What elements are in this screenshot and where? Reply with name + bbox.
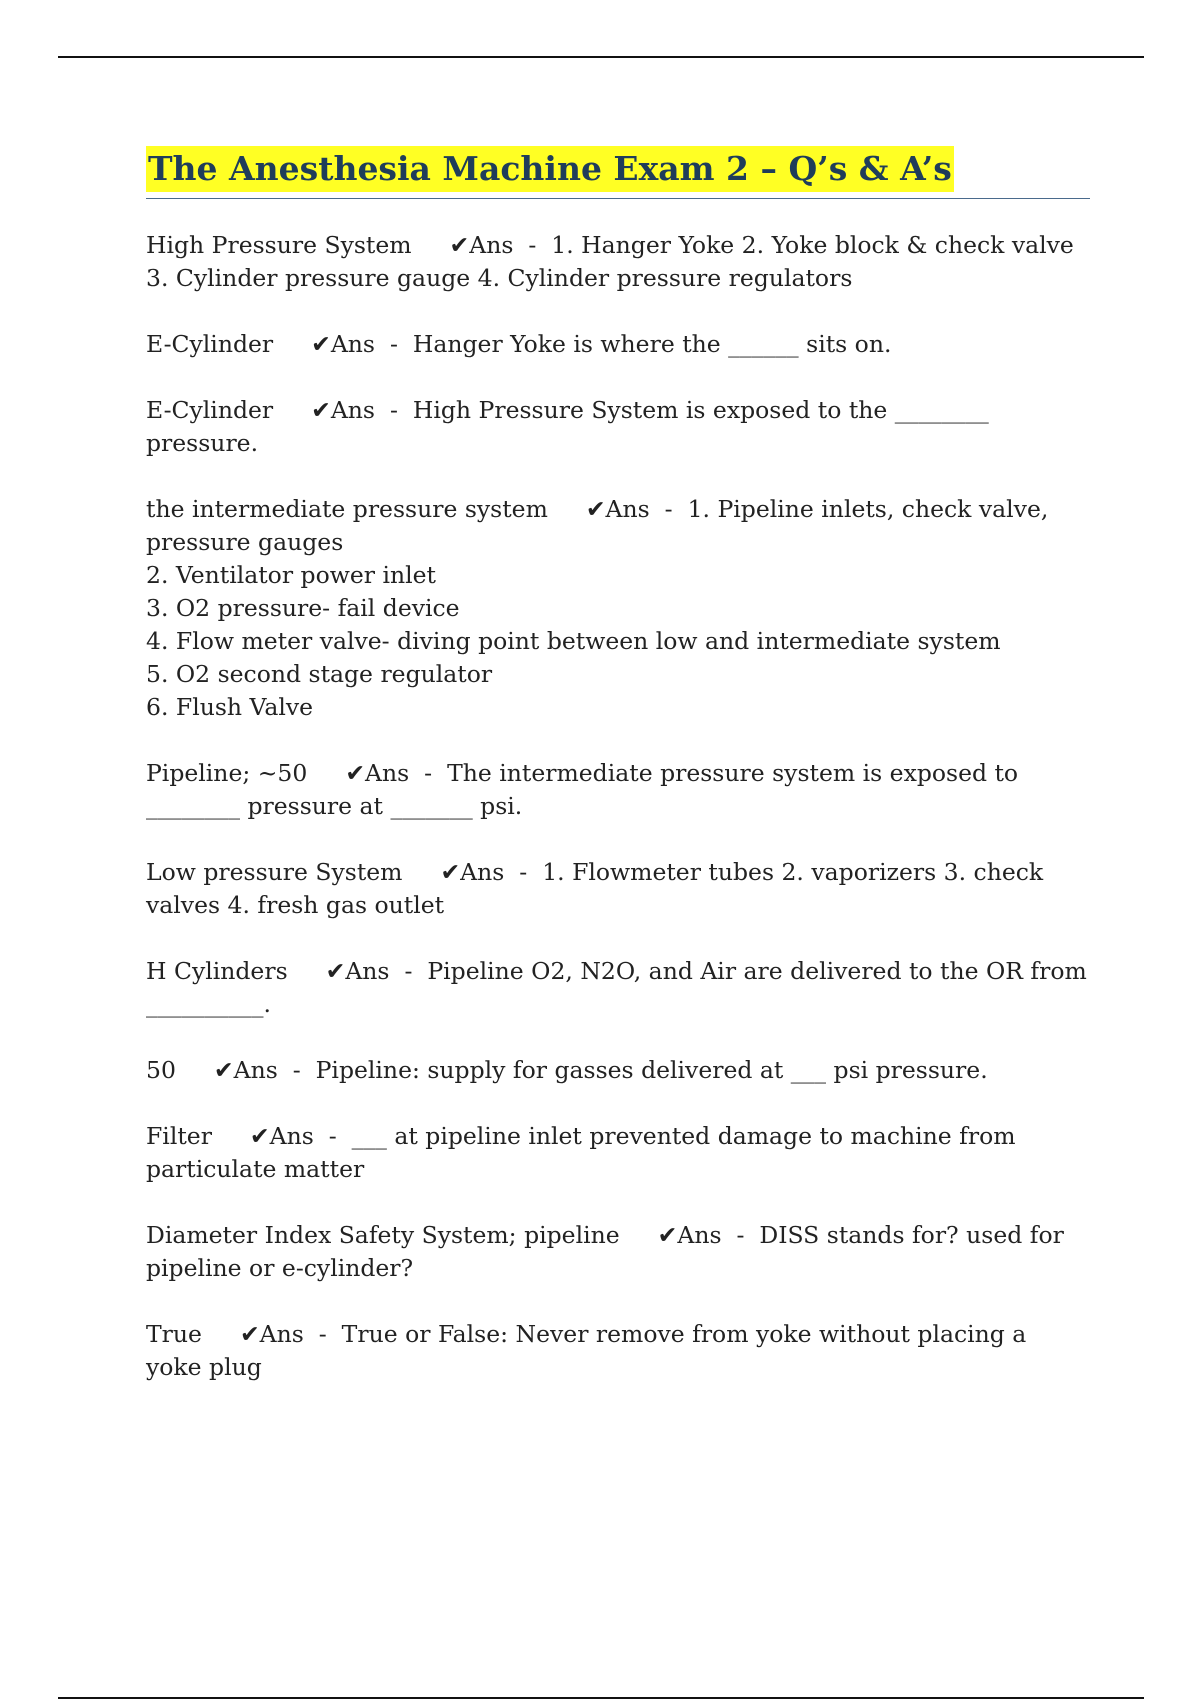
answer-separator: - [389, 396, 398, 424]
qa-item [146, 229, 1090, 295]
qa-definition: The intermediate pressure system is exposed to ________ pressure at _______ psi. [146, 759, 1019, 820]
qa-item [146, 757, 1090, 823]
qa-term: the intermediate pressure system [146, 495, 548, 523]
footer-rule [58, 1697, 1144, 1699]
qa-item [146, 493, 1090, 724]
answer-marker: ✔Ans [249, 1122, 314, 1150]
qa-item [146, 394, 1090, 460]
qa-term: E-Cylinder [146, 330, 274, 358]
answer-marker: ✔Ans [311, 396, 375, 424]
qa-definition: Pipeline: supply for gasses delivered at ___ psi pressure. [315, 1056, 988, 1084]
title-block [146, 146, 1090, 199]
answer-separator: - [318, 1320, 327, 1348]
answer-marker: ✔Ans [345, 759, 410, 787]
qa-term: E-Cylinder [146, 396, 274, 424]
qa-term: True [146, 1320, 202, 1348]
qa-item [146, 328, 1090, 361]
qa-item [146, 1120, 1090, 1186]
qa-definition: DISS stands for? used for pipeline or e-cylinder? [146, 1221, 1064, 1282]
qa-definition: True or False: Never remove from yoke without placing a yoke plug [146, 1320, 1027, 1381]
answer-separator: - [736, 1221, 745, 1249]
answer-separator: - [292, 1056, 301, 1084]
document-page [146, 146, 1090, 1417]
qa-definition: 1. Hanger Yoke 2. Yoke block & check valve 3. Cylinder pressure gauge 4. Cylinder pressure regulators [146, 231, 1074, 292]
qa-item [146, 1318, 1090, 1384]
answer-marker: ✔Ans [657, 1221, 722, 1249]
qa-list [146, 229, 1090, 1384]
answer-marker: ✔Ans [449, 231, 514, 259]
answer-marker: ✔Ans [311, 330, 375, 358]
qa-definition: Hanger Yoke is where the ______ sits on. [412, 330, 892, 358]
answer-separator: - [404, 957, 413, 985]
answer-marker: ✔Ans [440, 858, 505, 886]
answer-separator: - [328, 1122, 337, 1150]
document-title: The Anesthesia Machine Exam 2 – Q’s & A’s [146, 146, 954, 192]
qa-item [146, 856, 1090, 922]
qa-term: Pipeline; ~50 [146, 759, 308, 787]
answer-marker: ✔Ans [213, 1056, 278, 1084]
qa-definition: 1. Flowmeter tubes 2. vaporizers 3. check valves 4. fresh gas outlet [146, 858, 1044, 919]
qa-term: Filter [146, 1122, 212, 1150]
qa-term: High Pressure System [146, 231, 412, 259]
qa-item [146, 1219, 1090, 1285]
qa-item [146, 955, 1090, 1021]
qa-term: H Cylinders [146, 957, 288, 985]
answer-separator: - [389, 330, 398, 358]
qa-definition: High Pressure System is exposed to the ________ pressure. [146, 396, 989, 457]
qa-item [146, 1054, 1090, 1087]
header-rule [58, 56, 1144, 58]
qa-term: 50 [146, 1056, 176, 1084]
answer-separator: - [519, 858, 528, 886]
answer-marker: ✔Ans [325, 957, 390, 985]
answer-separator: - [664, 495, 673, 523]
qa-definition: Pipeline O2, N2O, and Air are delivered to the OR from __________. [146, 957, 1087, 1018]
answer-marker: ✔Ans [239, 1320, 304, 1348]
answer-marker: ✔Ans [585, 495, 650, 523]
answer-separator: - [424, 759, 433, 787]
qa-definition: ___ at pipeline inlet prevented damage to machine from particulate matter [146, 1122, 1016, 1183]
qa-term: Diameter Index Safety System; pipeline [146, 1221, 620, 1249]
answer-separator: - [528, 231, 537, 259]
qa-term: Low pressure System [146, 858, 403, 886]
qa-definition: 1. Pipeline inlets, check valve, pressure gauges 2. Ventilator power inlet 3. O2 pressure- fail device 4. Flow meter valve- diving point between low and intermediate system 5. O2 second stage regulator 6. Flush Valve [146, 495, 1049, 721]
